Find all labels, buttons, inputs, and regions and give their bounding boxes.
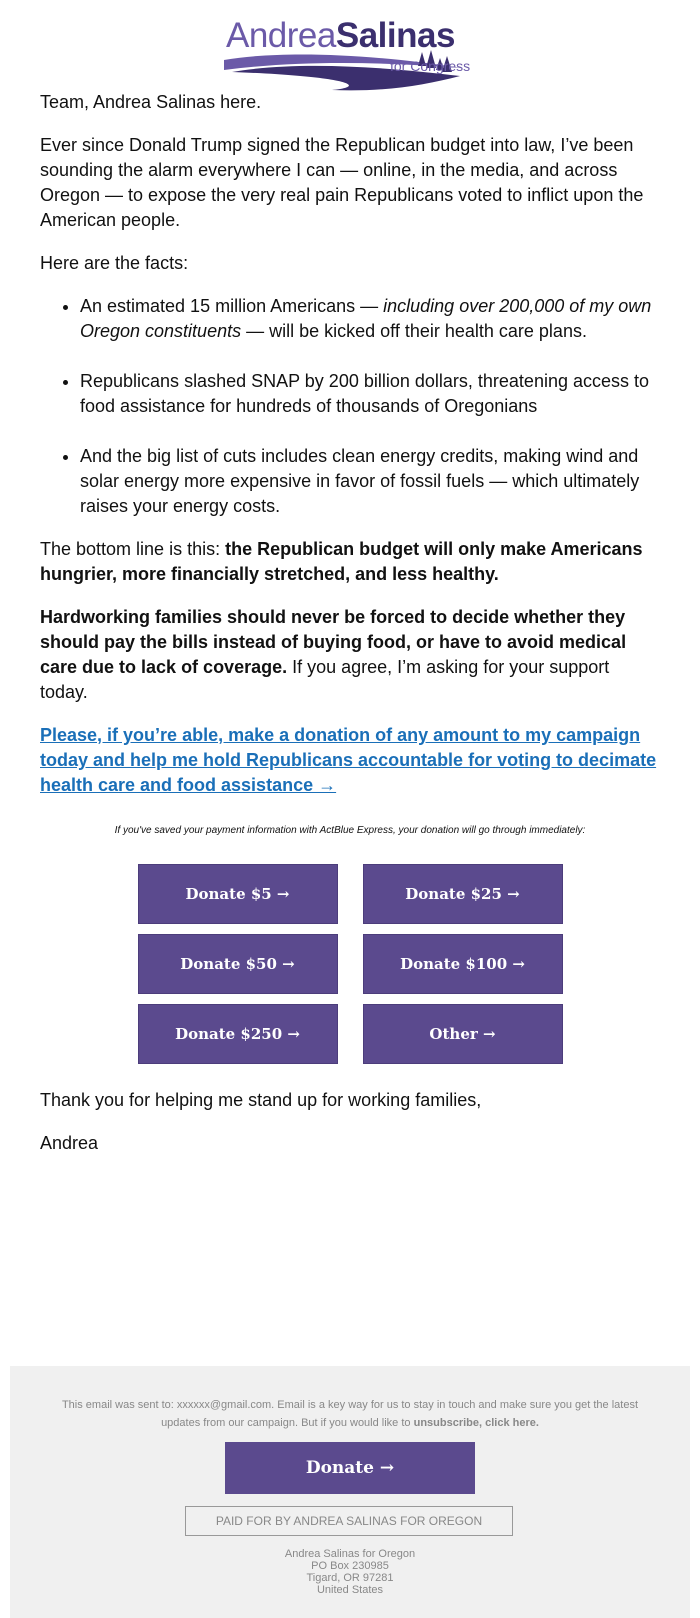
unsubscribe-link[interactable]: unsubscribe, click here.: [413, 1417, 539, 1429]
donation-cta-link[interactable]: Please, if you’re able, make a donation of any amount to my campaign today and help me hold Republicans accountable for voting to decimate health care and food assistance →: [40, 725, 657, 795]
bottom-line-prefix: The bottom line is this:: [40, 539, 226, 559]
logo-last-name: Salinas: [335, 16, 455, 55]
donate-button-grid: [40, 864, 660, 1064]
fact-1-text: An estimated 15 million Americans —: [80, 296, 384, 316]
donate-25-button[interactable]: Donate $25 →: [363, 864, 563, 924]
logo-wordmark: [226, 16, 455, 56]
families-bold: Hardworking families should never be forced to decide whether they should pay the bills instead of buying food, or have to avoid medical care due to lack of coverage.: [40, 607, 627, 677]
fact-item: [80, 369, 660, 419]
fact-item: [80, 444, 660, 519]
email-footer: [10, 1366, 690, 1618]
facts-heading: Here are the facts:: [40, 253, 189, 273]
signature: Andrea: [40, 1133, 99, 1153]
paid-for-disclaimer: PAID FOR BY ANDREA SALINAS FOR OREGON: [185, 1506, 513, 1536]
mailing-address: [10, 1548, 690, 1596]
address-line: Andrea Salinas for Oregon: [284, 1548, 416, 1560]
logo-first-name: Andrea: [226, 16, 336, 55]
address-line: Tigard, OR 97281: [306, 1572, 394, 1584]
campaign-logo: [222, 14, 474, 94]
donate-250-button[interactable]: Donate $250 →: [138, 1004, 338, 1064]
bottom-line-bold: the Republican budget will only make Americans hungrier, more financially stretched, and less healthy.: [40, 539, 643, 584]
donate-50-button[interactable]: Donate $50 →: [138, 934, 338, 994]
signoff: Thank you for helping me stand up for working families,: [40, 1090, 482, 1110]
donate-other-button[interactable]: Other →: [363, 1004, 563, 1064]
actblue-express-note: If you've saved your payment information with ActBlue Express, your donation will go through immediately:: [114, 825, 586, 836]
fact-2-text: Republicans slashed SNAP by 200 billion dollars, threatening access to food assistance for hundreds of thousands of Oregonians: [80, 371, 650, 416]
fact-item: [80, 294, 660, 344]
logo-subtitle: for Congress: [390, 58, 471, 74]
bottom-line-paragraph: [40, 537, 660, 587]
fact-3-text: And the big list of cuts includes clean energy credits, making wind and solar energy more expensive in favor of fossil fuels — which ultimately raises your energy costs.: [80, 446, 640, 516]
donate-100-button[interactable]: Donate $100 →: [363, 934, 563, 994]
intro-paragraph: Ever since Donald Trump signed the Republican budget into law, I’ve been sounding the alarm everywhere I can — online, in the media, and across Oregon — to expose the very real pain Republicans voted to inflict upon the American people.: [40, 135, 644, 230]
address-line: United States: [316, 1584, 384, 1596]
address-line: PO Box 230985: [311, 1560, 389, 1572]
cta-paragraph: [40, 723, 660, 798]
donate-5-button[interactable]: Donate $5 →: [138, 864, 338, 924]
families-rest: If you agree, I’m asking for your support today.: [40, 657, 610, 702]
footer-sent-text: This email was sent to: xxxxxx@gmail.com. Email is a key way for us to stay in touch and make sure you get the latest updates from our campaign. But if you would like to: [61, 1399, 639, 1429]
footer-donate-button[interactable]: Donate →: [225, 1442, 475, 1494]
email-body: [40, 90, 660, 1174]
greeting: Team, Andrea Salinas here.: [40, 92, 262, 112]
families-paragraph: [40, 605, 660, 705]
footer-notice: [60, 1396, 640, 1432]
fact-1-end: — will be kicked off their health care plans.: [241, 321, 587, 341]
facts-list: [40, 294, 660, 519]
fact-1-italic: including over 200,000 of my own Oregon constituents: [80, 296, 652, 341]
